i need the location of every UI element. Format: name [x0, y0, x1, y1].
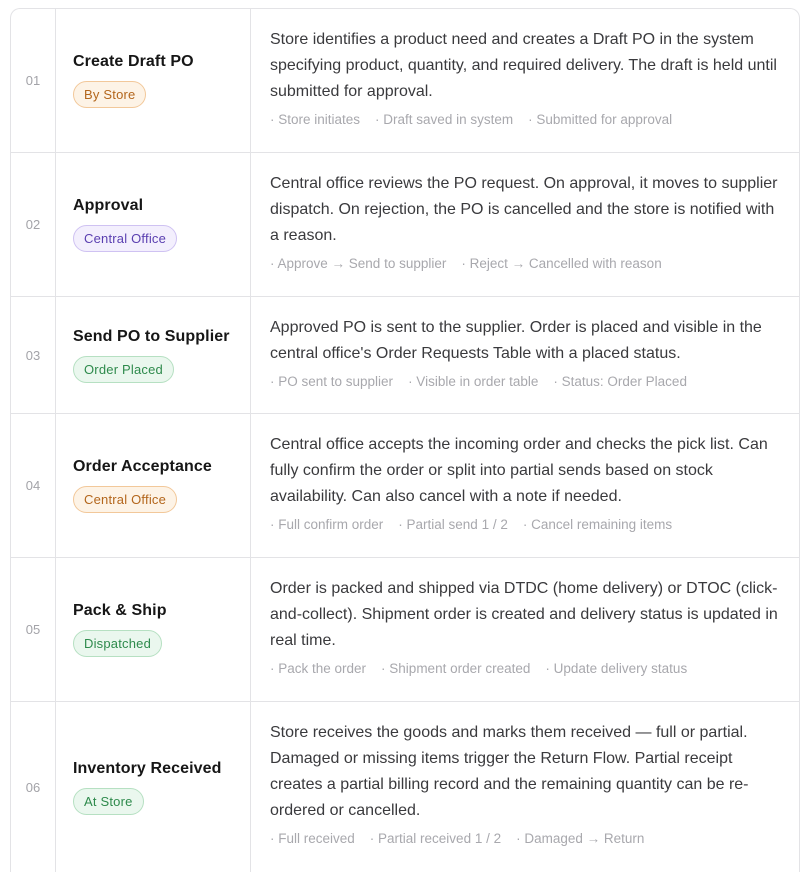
step-tag: · Full received — [270, 831, 355, 846]
step-header — [56, 558, 251, 701]
step-tag: · Partial send 1 / 2 — [398, 517, 508, 532]
process-flow-table — [10, 8, 800, 872]
step-row-2 — [11, 153, 799, 297]
step-header — [56, 702, 251, 872]
step-body — [251, 297, 799, 413]
step-description: Store receives the goods and marks them received — full or partial. Damaged or missing items trigger the Return Flow. Partial receipt creates a partial billing record and the remaining quantity can be re-ordered or cancelled. — [270, 724, 749, 819]
step-tag: · Approve → Send to supplier — [270, 256, 447, 271]
step-tag: · Shipment order created — [381, 661, 531, 676]
step-tags — [270, 831, 779, 846]
step-row-3 — [11, 297, 799, 414]
step-body — [251, 702, 799, 872]
step-title: Approval — [73, 197, 144, 214]
step-body — [251, 414, 799, 557]
step-description: Approved PO is sent to the supplier. Order is placed and visible in the central office's Order Requests Table with a placed status. — [270, 319, 762, 362]
step-tag: · PO sent to supplier — [270, 374, 394, 389]
owner-badge: Central Office — [73, 486, 177, 513]
step-tag: · Store initiates — [270, 112, 361, 127]
step-title: Order Acceptance — [73, 458, 212, 475]
step-number: 05 — [11, 558, 56, 701]
location-badge: At Store — [73, 788, 144, 815]
step-tags — [270, 661, 779, 676]
step-tag: · Damaged → Return — [516, 831, 645, 846]
step-number: 04 — [11, 414, 56, 557]
step-row-6 — [11, 702, 799, 872]
step-row-5 — [11, 558, 799, 702]
step-title: Send PO to Supplier — [73, 327, 230, 345]
step-tags — [270, 374, 779, 389]
step-description: Order is packed and shipped via DTDC (home delivery) or DTOC (click-and-collect). Shipment order is created and delivery status is updated in real time. — [270, 580, 778, 649]
step-tag: · Update delivery status — [545, 661, 688, 676]
step-description: Central office accepts the incoming order and checks the pick list. Can fully confirm the order or split into partial sends based on stock availability. Can also cancel with a note if needed. — [270, 436, 768, 505]
status-badge: Dispatched — [73, 630, 162, 657]
step-tag: · Visible in order table — [408, 374, 539, 389]
step-header — [56, 297, 251, 413]
step-header — [56, 414, 251, 557]
step-tag: · Submitted for approval — [528, 112, 673, 127]
owner-badge: By Store — [73, 81, 146, 108]
step-row-1 — [11, 9, 799, 153]
step-tags — [270, 256, 779, 271]
step-body — [251, 9, 799, 152]
step-row-4 — [11, 414, 799, 558]
step-tag: · Partial received 1 / 2 — [369, 831, 502, 846]
step-tag: · Full confirm order — [270, 517, 384, 532]
owner-badge: Central Office — [73, 225, 177, 252]
step-tags — [270, 517, 779, 532]
step-header — [56, 153, 251, 296]
step-number: 03 — [11, 297, 56, 413]
step-tag: · Reject → Cancelled with reason — [461, 256, 662, 271]
step-title: Inventory Received — [73, 759, 222, 777]
step-header — [56, 9, 251, 152]
status-badge: Order Placed — [73, 356, 174, 383]
step-number: 02 — [11, 153, 56, 296]
step-tag: · Pack the order — [270, 661, 367, 676]
step-number: 01 — [11, 9, 56, 152]
step-tag: · Status: Order Placed — [553, 374, 687, 389]
step-tag: · Cancel remaining items — [522, 517, 673, 532]
step-title: Create Draft PO — [73, 53, 194, 70]
step-tag: · Draft saved in system — [375, 112, 514, 127]
step-description: Store identifies a product need and creates a Draft PO in the system specifying product, quantity, and required delivery. The draft is held until submitted for approval. — [270, 31, 777, 100]
step-title: Pack & Ship — [73, 602, 167, 619]
step-body — [251, 153, 799, 296]
step-number: 06 — [11, 702, 56, 872]
step-description: Central office reviews the PO request. On approval, it moves to supplier dispatch. On rejection, the PO is cancelled and the store is notified with a reason. — [270, 175, 778, 244]
step-body — [251, 558, 799, 701]
step-tags — [270, 112, 779, 127]
